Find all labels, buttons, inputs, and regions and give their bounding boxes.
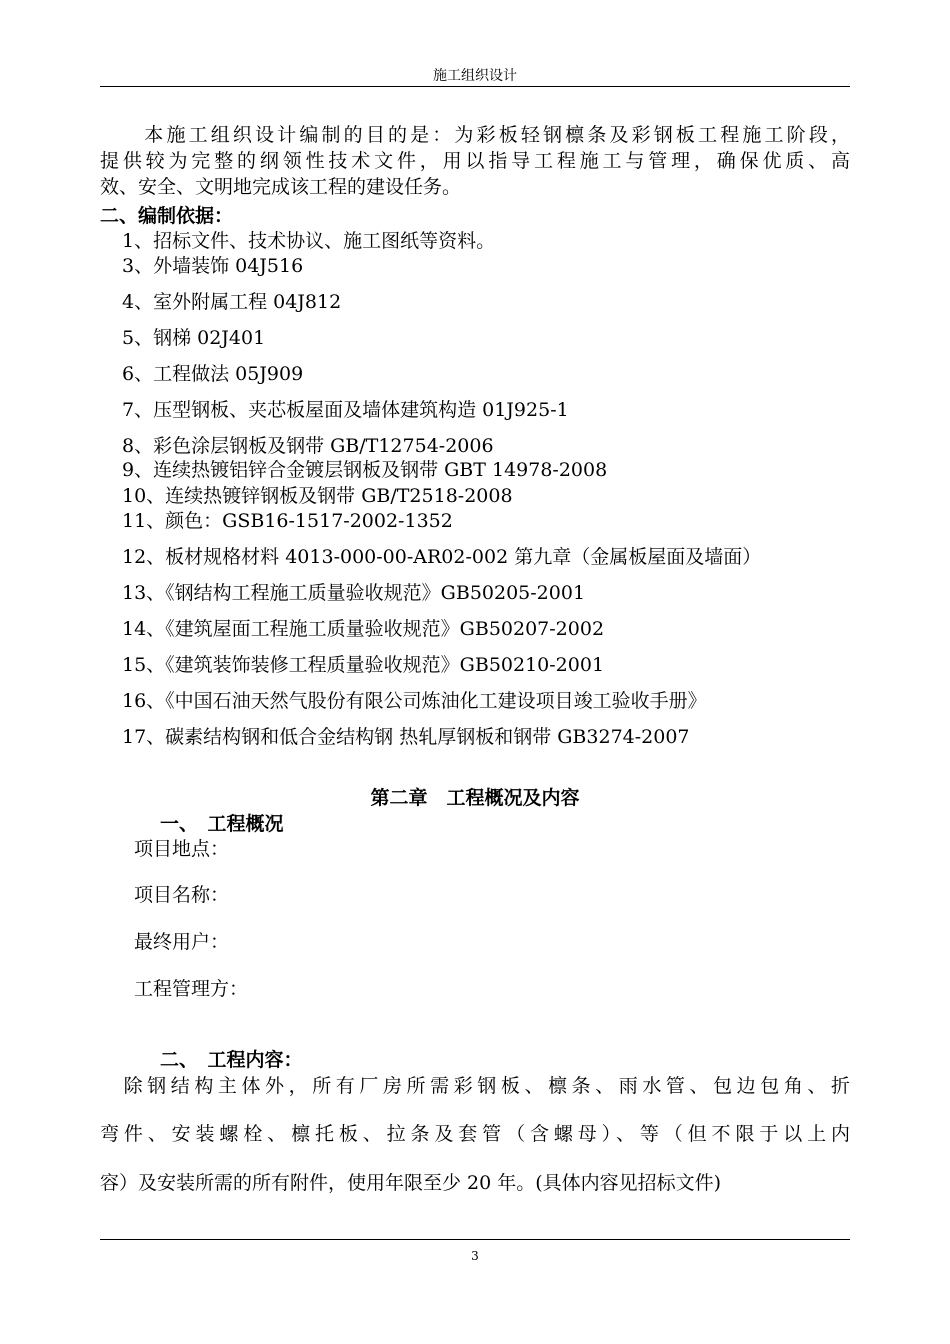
content-line: 除钢结构主体外，所有厂房所需彩钢板、檩条、雨水管、包边包角、折 [100,1075,850,1097]
basis-item: 4、室外附属工程 04J812 [122,291,342,313]
intro-paragraph [100,122,850,200]
basis-item: 3、外墙装饰 04J516 [122,255,304,277]
page-number: 3 [471,1249,479,1263]
intro-line: 效、安全、文明地完成该工程的建设任务。 [100,176,462,198]
basis-item: 5、钢梯 02J401 [122,327,266,349]
header-rule [100,86,850,87]
content-paragraph [100,1071,850,1201]
section-heading-basis: 二、编制依据： [100,205,234,227]
intro-line: 提供较为完整的纲领性技术文件，用以指导工程施工与管理，确保优质、高 [100,150,850,172]
basis-item: 9、连续热镀铝锌合金镀层钢板及钢带 GBT 14978-2008 [122,459,608,481]
basis-item: 14、《建筑屋面工程施工质量验收规范》GB50207-2002 [122,618,605,640]
basis-item: 12、板材规格材料 4013-000-00-AR02-002 第九章（金属板屋面及墙面） [122,546,762,568]
footer-rule [100,1239,850,1240]
overview-field-manager: 工程管理方： [134,978,249,1000]
chapter-title: 第二章 工程概况及内容 [370,787,580,809]
intro-line: 本施工组织设计编制的目的是：为彩板轻钢檩条及彩钢板工程施工阶段， [100,124,850,146]
basis-item: 16、《中国石油天然气股份有限公司炼油化工建设项目竣工验收手册》 [122,690,707,712]
overview-heading: 一、 工程概况 [160,813,284,835]
basis-item: 17、碳素结构钢和低合金结构钢 热轧厚钢板和钢带 GB3274-2007 [122,726,690,748]
basis-item: 8、彩色涂层钢板及钢带 GB/T12754-2006 [122,435,494,457]
basis-item: 15、《建筑装饰装修工程质量验收规范》GB50210-2001 [122,654,605,676]
overview-field-name: 项目名称： [134,884,230,906]
overview-field-end-user: 最终用户： [134,931,230,953]
overview-field-location: 项目地点： [134,838,230,860]
basis-item: 6、工程做法 05J909 [122,363,304,385]
basis-item: 11、颜色：GSB16-1517-2002-1352 [122,510,453,532]
content-line: 容）及安装所需的所有附件，使用年限至少 20 年。(具体内容见招标文件) [100,1172,722,1194]
basis-item: 10、连续热镀锌钢板及钢带 GB/T2518-2008 [122,485,513,507]
basis-item: 7、压型钢板、夹芯板屋面及墙体建筑构造 01J925-1 [122,399,569,421]
basis-item: 1、招标文件、技术协议、施工图纸等资料。 [122,230,496,252]
basis-item: 13、《钢结构工程施工质量验收规范》GB50205-2001 [122,582,586,604]
content-line: 弯件、安装螺栓、檩托板、拉条及套管（含螺母）、等（但不限于以上内 [100,1123,850,1145]
page-header-title: 施工组织设计 [433,68,517,84]
content-heading: 二、 工程内容： [160,1049,303,1071]
